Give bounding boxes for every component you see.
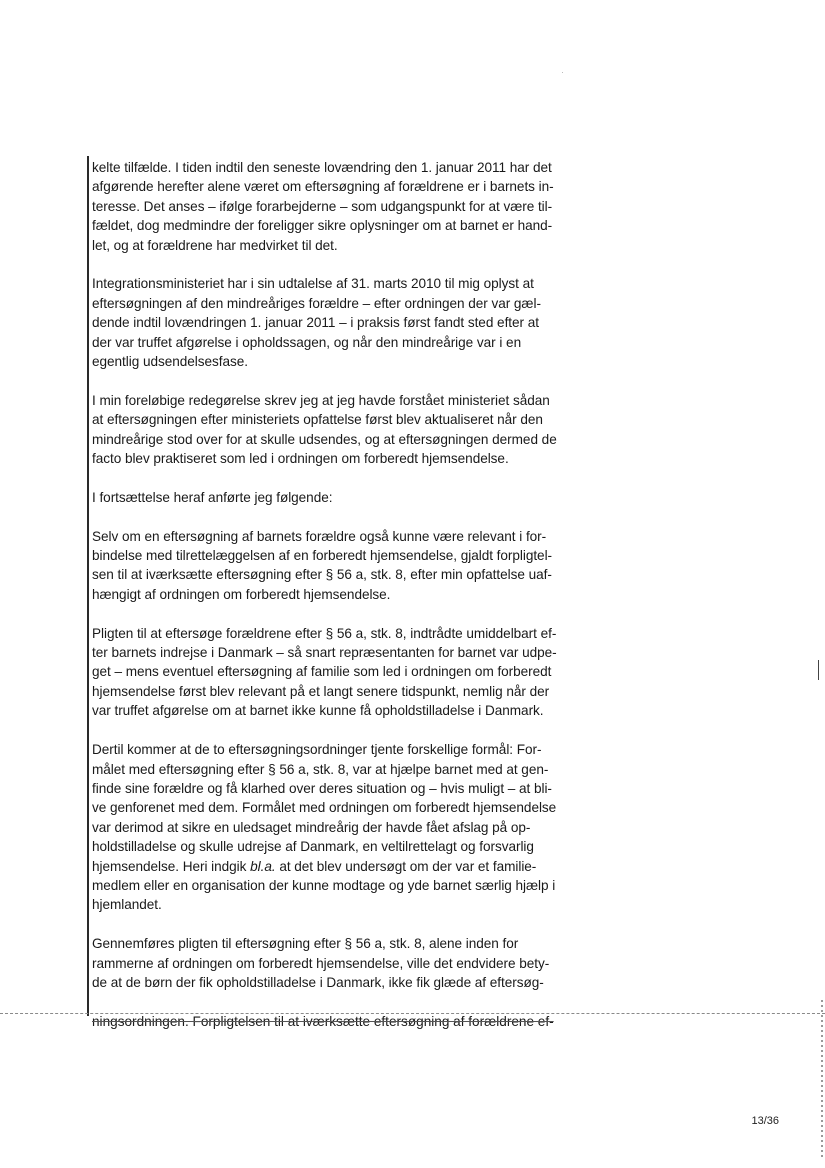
paragraph: [92, 527, 582, 605]
text-line: hjemlandet.: [92, 897, 162, 913]
text-line: Gennemføres pligten til eftersøgning efter § 56 a, stk. 8, alene inden for: [92, 936, 519, 952]
paragraph: [92, 391, 582, 469]
text-line: finde sine forældre og få klarhed over deres situation og – hvis muligt – at bli-: [92, 780, 552, 796]
text-line: Dertil kommer at de to eftersøgningsordninger tjente forskellige formål: For-: [92, 742, 542, 758]
text-line: kelte tilfælde. I tiden indtil den seneste lovændring den 1. januar 2011 har det: [92, 160, 552, 175]
text-line: mindreårige stod over for at skulle udsendes, og at eftersøgningen dermed de: [92, 431, 557, 447]
text-line: dende indtil lovændringen 1. januar 2011 – i praksis først fandt sted efter at: [92, 315, 539, 331]
text-line: I min foreløbige redegørelse skrev jeg at jeg havde forstået ministeriet sådan: [92, 392, 550, 408]
text-line: at eftersøgningen efter ministeriets opfattelse først blev aktualiseret når den: [92, 412, 543, 428]
text-line: Pligten til at eftersøge forældrene efter § 56 a, stk. 8, indtrådte umiddelbart ef-: [92, 625, 557, 641]
struck-text-line: ningsordningen. Forpligtelsen til at iværksætte eftersøgning af forældrene ef-: [92, 1014, 554, 1029]
text-line: holdstilladelse og skulle udrejse af Danmark, en veltilrettelagt og forsvarlig: [92, 839, 534, 855]
text-line: Selv om en eftersøgning af barnets forældre også kunne være relevant i for-: [92, 528, 547, 544]
text-line: facto blev praktiseret som led i ordningen om forberedt hjemsendelse.: [92, 451, 509, 467]
text-line: hængigt af ordningen om forberedt hjemsendelse.: [92, 586, 391, 602]
text-line: Integrationsministeriet har i sin udtalelse af 31. marts 2010 til mig oplyst at: [92, 276, 534, 292]
page-number: 13/36: [751, 1115, 779, 1127]
edge-mark: [818, 660, 819, 680]
text-line: der var truffet afgørelse i opholdssagen, og når den mindreårige var i en: [92, 334, 522, 350]
paragraph: [92, 740, 582, 915]
text-line: rammerne af ordningen om forberedt hjemsendelse, ville det endvidere bety-: [92, 955, 550, 971]
text-line: hjemsendelse. Heri indgik bl.a. at det blev undersøgt om der var et familie-: [92, 858, 537, 874]
margin-marker-line: [87, 156, 89, 1016]
text-line: medlem eller en organisation der kunne modtage og yde barnet særlig hjælp i: [92, 877, 556, 893]
text-line: fældet, dog medmindre der foreligger sikre oplysninger om at barnet er hand-: [92, 218, 553, 234]
text-line: ter barnets indrejse i Danmark – så snart repræsentanten for barnet var udpe-: [92, 645, 557, 661]
text-line: I fortsættelse heraf anførte jeg følgende:: [92, 489, 333, 505]
text-line: afgørende herefter alene været om eftersøgning af forældrene er i barnets in-: [92, 179, 554, 195]
text-line: eftersøgningen af den mindreåriges forældre – efter ordningen der var gæl-: [92, 295, 541, 311]
paragraph: [92, 934, 582, 992]
scan-speck: [562, 72, 563, 73]
body-text: [92, 158, 582, 1012]
text-line: bindelse med tilrettelæggelsen af en forberedt hjemsendelse, gjaldt forpligtel-: [92, 548, 553, 564]
text-line: var derimod at sikre en uledsaget mindreårig der havde fået afslag på op-: [92, 819, 531, 835]
text-line: hjemsendelse først blev relevant på et langt senere tidspunkt, nemlig når der: [92, 683, 550, 699]
text-line: ve genforenet med dem. Formålet med ordningen om forberedt hjemsendelse: [92, 800, 557, 816]
paragraph: [92, 274, 582, 371]
text-line: get – mens eventuel eftersøgning af familie som led i ordningen om forberedt: [92, 664, 552, 680]
text-line: teresse. Det anses – ifølge forarbejderne – som udgangspunkt for at være til-: [92, 198, 553, 214]
paragraph: [92, 158, 582, 255]
scan-edge-artifact: [821, 1000, 823, 1160]
paragraph: [92, 488, 582, 507]
text-line: de at de børn der fik opholdstilladelse i Danmark, ikke fik glæde af eftersøg-: [92, 974, 544, 990]
text-line: var truffet afgørelse om at barnet ikke kunne få opholdstilladelse i Danmark.: [92, 703, 544, 719]
text-line: målet med eftersøgning efter § 56 a, stk. 8, var at hjælpe barnet med at gen-: [92, 761, 549, 777]
text-line: let, og at forældrene har medvirket til det.: [92, 237, 338, 253]
text-line: sen til at iværksætte eftersøgning efter § 56 a, stk. 8, efter min opfattelse uaf-: [92, 567, 552, 583]
text-line: egentlig udsendelsesfase.: [92, 354, 248, 370]
paragraph: [92, 624, 582, 721]
